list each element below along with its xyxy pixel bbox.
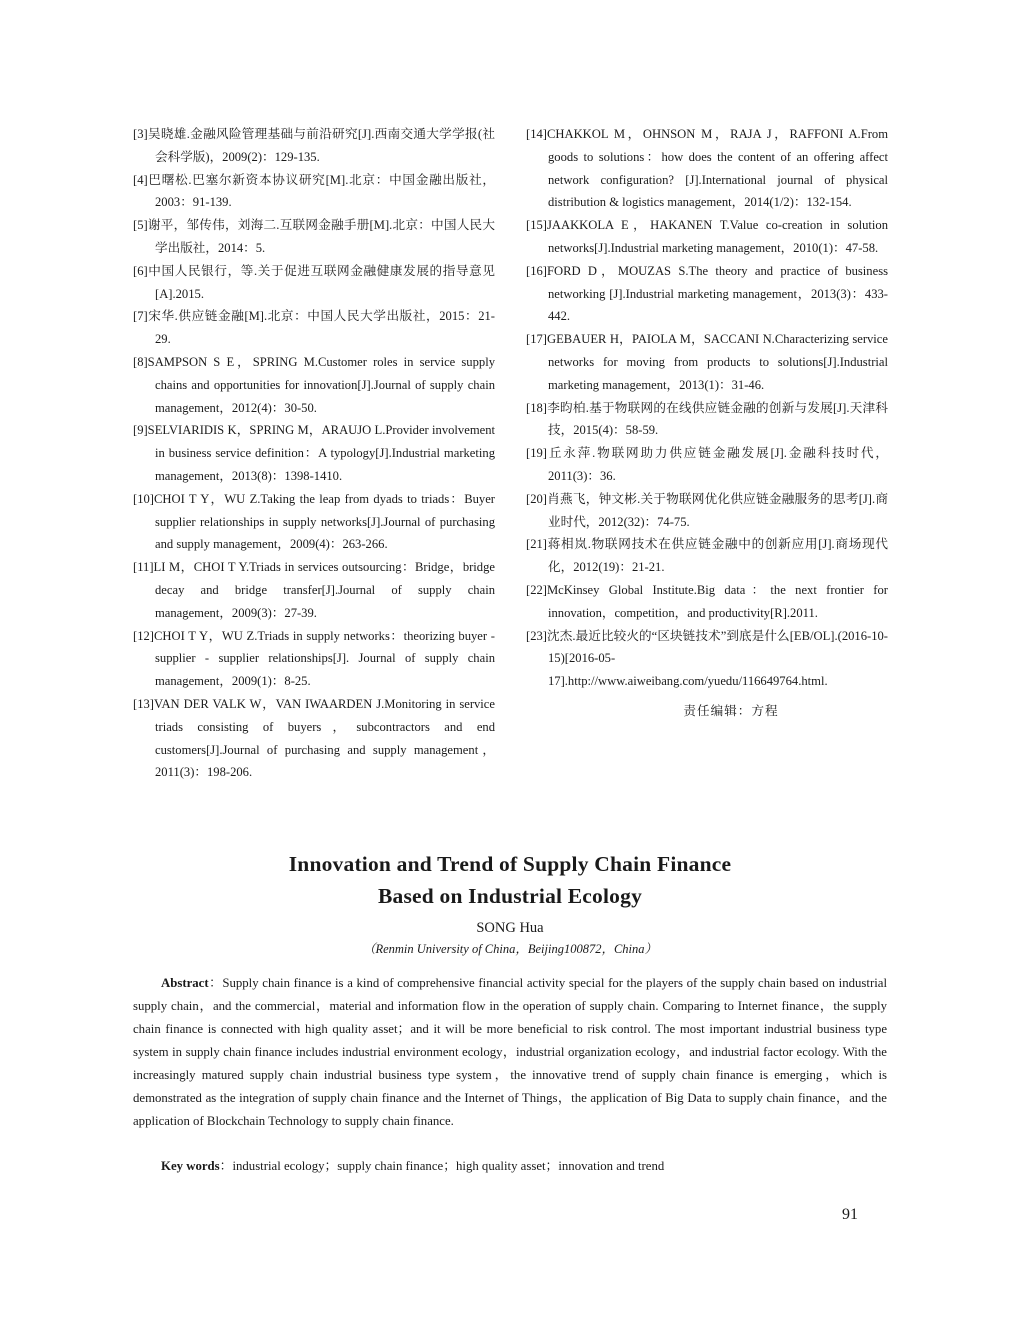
reference-item: [16]FORD D，MOUZAS S.The theory and practice of business networking [J].Industrial marketing management，2013(3)：433-442. <box>526 263 888 324</box>
reference-item: [12]CHOI T Y，WU Z.Triads in supply networks：theorizing buyer - supplier - supplier relationships[J]. Journal of supply chain management，2009(1)：8-25. <box>133 628 495 689</box>
reference-item: [9]SELVIARIDIS K，SPRING M，ARAUJO L.Provider involvement in business service definition：A typology[J].Industrial marketing management，2013(8)：1398-1410. <box>133 423 495 483</box>
abstract-label: Abstract <box>161 976 209 990</box>
reference-item: [20]肖燕飞，钟文彬.关于物联网优化供应链金融服务的思考[J].商业时代，2012(32)：74-75. <box>526 491 888 529</box>
reference-item: [8]SAMPSON S E，SPRING M.Customer roles in service supply chains and opportunities for innovation[J].Journal of supply chain management，2012(4)：30-50. <box>133 354 495 415</box>
reference-item: [14]CHAKKOL M，OHNSON M，RAJA J，RAFFONI A.From goods to solutions：how does the content of an offering affect network configuration? [J].International journal of physical distribution & logistics management，2014(1/2)：132-154. <box>526 127 888 210</box>
reference-item: [21]蒋相岚.物联网技术在供应链金融中的创新应用[J].商场现代化，2012(19)：21-21. <box>526 537 888 575</box>
reference-item: [7]宋华.供应链金融[M].北京：中国人民大学出版社，2015：21-29. <box>133 309 495 347</box>
reference-item: [23]沈杰.最近比较火的“区块链技术”到底是什么[EB/OL].(2016-10-15)[2016-05-17].http://www.aiweibang.com/yuedu/116649764.html. <box>526 628 888 689</box>
reference-item: [10]CHOI T Y，WU Z.Taking the leap from dyads to triads：Buyer supplier relationships in supply networks[J].Journal of purchasing and supply management，2009(4)：263-266. <box>133 491 495 552</box>
reference-item: [3]吴晓雄.金融风险管理基础与前沿研究[J].西南交通大学学报(社会科学版)，2009(2)：129-135. <box>133 127 495 164</box>
reference-item: [22]McKinsey Global Institute.Big data：the next frontier for innovation，competition，and productivity[R].2011. <box>526 582 888 620</box>
article-title-line-2: Based on Industrial Ecology <box>377 884 643 908</box>
keywords-label: Key words <box>161 1159 220 1173</box>
author-name: SONG Hua <box>476 920 544 936</box>
author-affiliation: （Renmin University of China，Beijing100872，China） <box>362 942 658 956</box>
reference-item: [15]JAAKKOLA E，HAKANEN T.Value co-creation in solution networks[J].Industrial marketing management，2010(1)：47-58. <box>526 218 888 255</box>
article-title-line-1: Innovation and Trend of Supply Chain Finance <box>288 852 732 876</box>
keywords-line <box>161 1155 664 1178</box>
reference-item: [5]谢平，邹传伟，刘海二.互联网金融手册[M].北京：中国人民大学出版社，2014：5. <box>133 218 495 255</box>
references-left-column <box>133 123 495 784</box>
reference-item: [18]李昀柏.基于物联网的在线供应链金融的创新与发展[J].天津科技，2015(4)：58-59. <box>526 400 888 438</box>
reference-item: [19]丘永萍.物联网助力供应链金融发展[J].金融科技时代，2011(3)：36. <box>526 446 888 483</box>
reference-item: [4]巴曙松.巴塞尔新资本协议研究[M].北京：中国金融出版社，2003：91-139. <box>133 172 495 210</box>
reference-item: [13]VAN DER VALK W，VAN IWAARDEN J.Monitoring in service triads consisting of buyers，subcontractors and end customers[J].Journal of purchasing and supply management，2011(3)：198-206. <box>133 696 495 780</box>
reference-item: [11]LI M，CHOI T Y.Triads in services outsourcing：Bridge，bridge decay and bridge transfer[J].Journal of supply chain management，2009(3)：27-39. <box>133 560 495 620</box>
abstract-paragraph <box>133 972 887 1133</box>
page-number: 91 <box>842 1206 858 1223</box>
keywords-text: ：industrial ecology；supply chain finance；high quality asset；innovation and trend <box>219 1159 665 1173</box>
reference-item: [17]GEBAUER H，PAIOLA M，SACCANI N.Characterizing service networks for moving from products to solutions[J].Industrial marketing management，2013(1)：31-46. <box>526 332 888 392</box>
abstract-text: ：Supply chain finance is a kind of comprehensive financial activity special for the players of the supply chain based on industrial supply chain，and the commercial，material and information flow in the operation of supply chain. Comparing to Internet finance，the supply chain finance is connected with high quality asset；and it will be more beneficial to risk control. The most important industrial business type system in supply chain finance includes industrial environment ecology，industrial organization ecology，and industrial factor ecology. With the increasingly matured supply chain industrial business type system，the innovative trend of supply chain finance is emerging，which is demonstrated as the integration of supply chain finance and the Internet of Things，the application of Big Data to supply chain finance，and the application of Blockchain Technology to supply chain finance. <box>133 976 887 1128</box>
reference-item: [6]中国人民银行，等.关于促进互联网金融健康发展的指导意见[A].2015. <box>133 263 495 301</box>
english-title-block <box>130 848 890 959</box>
responsible-editor: 责任编辑：方程 <box>683 703 779 718</box>
references-right-column <box>526 123 888 719</box>
